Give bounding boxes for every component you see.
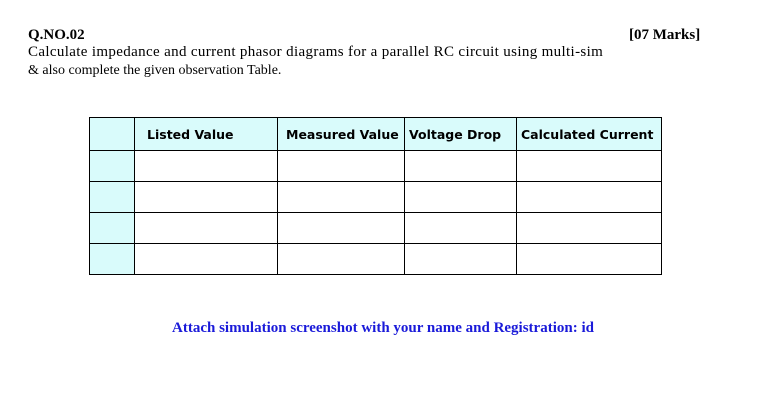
table-row <box>90 151 662 182</box>
table-cell <box>405 213 517 244</box>
table-cell-index <box>90 182 135 213</box>
table-cell-index <box>90 213 135 244</box>
table-cell <box>517 213 662 244</box>
question-marks: [07 Marks] <box>629 27 701 43</box>
header-cell-measured-value: Measured Value <box>278 118 405 151</box>
table-cell <box>517 182 662 213</box>
table-row <box>90 244 662 275</box>
header-cell-voltage-drop: Voltage Drop <box>405 118 517 151</box>
table-cell <box>135 182 278 213</box>
table-cell <box>278 182 405 213</box>
question-text-line-1: Calculate impedance and current phasor diagrams for a parallel RC circuit using multi-sim <box>28 44 604 60</box>
table-cell <box>517 151 662 182</box>
table-cell <box>405 182 517 213</box>
header-cell-listed-value: Listed Value <box>135 118 278 151</box>
table-cell-index <box>90 244 135 275</box>
table-cell <box>135 213 278 244</box>
question-number: Q.NO.02 <box>28 27 85 43</box>
table-cell <box>405 244 517 275</box>
table-cell <box>135 151 278 182</box>
table-cell <box>278 244 405 275</box>
table-cell <box>405 151 517 182</box>
table-cell <box>517 244 662 275</box>
table-cell <box>278 213 405 244</box>
table-row <box>90 182 662 213</box>
observation-table <box>89 117 662 275</box>
table-cell-index <box>90 151 135 182</box>
question-text-line-2: & also complete the given observation Table. <box>28 63 282 78</box>
header-cell-calculated-current: Calculated Current <box>517 118 662 151</box>
table-cell <box>135 244 278 275</box>
table-cell <box>278 151 405 182</box>
table-row <box>90 213 662 244</box>
header-cell-index <box>90 118 135 151</box>
table-header-row <box>90 118 662 151</box>
attach-instruction: Attach simulation screenshot with your name and Registration: id <box>172 320 594 336</box>
